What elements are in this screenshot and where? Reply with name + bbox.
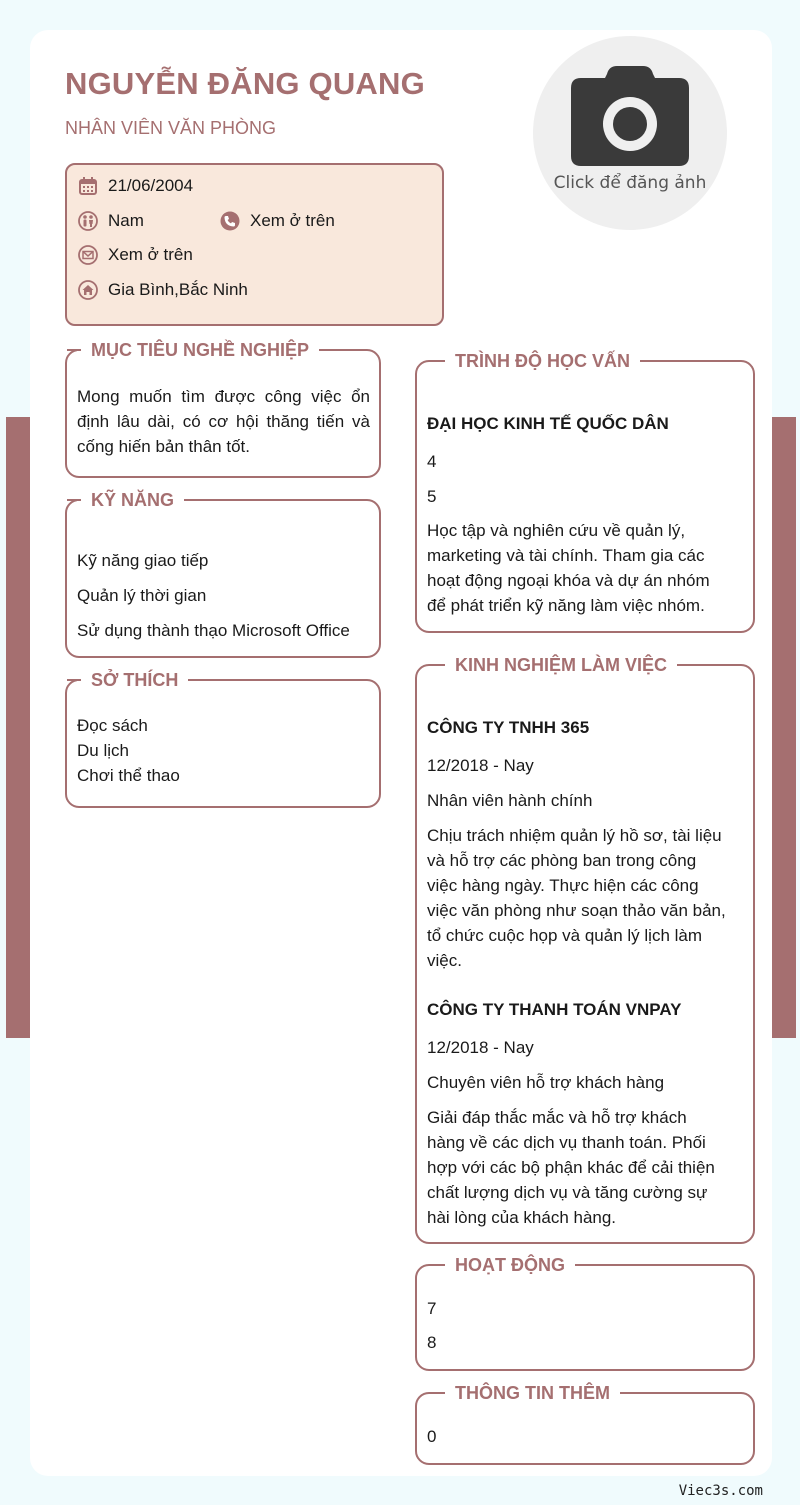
left-accent-bar (6, 417, 30, 1038)
job-role[interactable]: Nhân viên hành chính (427, 791, 593, 810)
objective-title: MỤC TIÊU NGHỀ NGHIỆP (77, 338, 319, 362)
photo-upload[interactable] (533, 36, 727, 230)
skills-title: KỸ NĂNG (77, 488, 184, 512)
hobbies-section (65, 670, 381, 808)
skill-item[interactable]: Kỹ năng giao tiếp (77, 551, 209, 570)
gender-icon (78, 211, 98, 231)
education-section (415, 351, 755, 633)
hobby-item[interactable]: Đọc sách (77, 716, 148, 735)
envelope-icon (78, 245, 98, 265)
birthday-value: 21/06/2004 (108, 176, 194, 195)
job-description[interactable]: Chịu trách nhiệm quản lý hồ sơ, tài liệu và hỗ trợ các phòng ban trong công việc hàng ngày. Thực hiện các công việc văn phòng như soạn thảo văn bản, tổ chức cuộc họp và quản lý lịch làm việc. (427, 826, 726, 970)
more-info-title: THÔNG TIN THÊM (441, 1381, 620, 1405)
objective-text[interactable]: Mong muốn tìm được công việc ổn định lâu dài, có cơ hội thăng tiến và cống hiến bản thân tốt. (77, 387, 370, 456)
experience-section (415, 655, 755, 1244)
education-title: TRÌNH ĐỘ HỌC VẤN (441, 349, 640, 373)
more-info-text[interactable]: 0 (427, 1427, 437, 1446)
education-line[interactable]: 4 (427, 452, 437, 471)
job-company[interactable]: CÔNG TY THANH TOÁN VNPAY (427, 1000, 682, 1019)
address-value: Gia Bình,Bắc Ninh (108, 280, 248, 299)
job-role[interactable]: Chuyên viên hỗ trợ khách hàng (427, 1073, 665, 1092)
job-company[interactable]: CÔNG TY TNHH 365 (427, 718, 590, 737)
home-icon (78, 280, 98, 300)
experience-title: KINH NGHIỆM LÀM VIỆC (441, 653, 677, 677)
phone-row[interactable] (220, 211, 335, 231)
education-school[interactable]: ĐẠI HỌC KINH TẾ QUỐC DÂN (427, 414, 669, 433)
skills-section (65, 490, 381, 658)
education-line[interactable]: 5 (427, 487, 437, 506)
phone-value: Xem ở trên (250, 211, 335, 230)
activities-section (415, 1255, 755, 1371)
hobby-item[interactable]: Chơi thể thao (77, 766, 180, 785)
activity-item[interactable]: 7 (427, 1299, 437, 1318)
activities-title: HOẠT ĐỘNG (441, 1253, 575, 1277)
watermark: Viec3s.com (678, 1483, 763, 1499)
email-value: Xem ở trên (108, 245, 193, 264)
calendar-icon (78, 176, 98, 196)
candidate-position[interactable]: NHÂN VIÊN VĂN PHÒNG (65, 118, 277, 138)
job-period[interactable]: 12/2018 - Nay (427, 1038, 534, 1057)
hobby-item[interactable]: Du lịch (77, 741, 129, 760)
candidate-name[interactable]: NGUYỄN ĐĂNG QUANG (65, 66, 425, 101)
email-row[interactable] (78, 245, 193, 265)
more-info-section (415, 1383, 755, 1465)
phone-icon (220, 211, 240, 231)
right-accent-bar (772, 417, 796, 1038)
gender-row[interactable] (78, 211, 144, 231)
education-description[interactable]: Học tập và nghiên cứu về quản lý, marketing và tài chính. Tham gia các hoạt động ngoại khóa và dự án nhóm để phát triển kỹ năng làm việc nhóm. (427, 521, 710, 615)
camera-icon (571, 64, 689, 168)
address-row[interactable] (78, 280, 248, 300)
activity-item[interactable]: 8 (427, 1333, 437, 1352)
skill-item[interactable]: Quản lý thời gian (77, 586, 207, 605)
hobbies-title: SỞ THÍCH (77, 668, 188, 692)
job-description[interactable]: Giải đáp thắc mắc và hỗ trợ khách hàng về các dịch vụ thanh toán. Phối hợp với các bộ phận khác để cải thiện chất lượng dịch vụ và tăng cường sự hài lòng của khách hàng. (427, 1108, 715, 1227)
skill-item[interactable]: Sử dụng thành thạo Microsoft Office (77, 621, 350, 640)
birthday-row[interactable] (78, 176, 193, 196)
photo-upload-label: Click để đăng ảnh (553, 173, 707, 193)
contact-box (65, 163, 444, 326)
gender-value: Nam (108, 211, 144, 230)
job-period[interactable]: 12/2018 - Nay (427, 756, 534, 775)
objective-section (65, 340, 381, 478)
